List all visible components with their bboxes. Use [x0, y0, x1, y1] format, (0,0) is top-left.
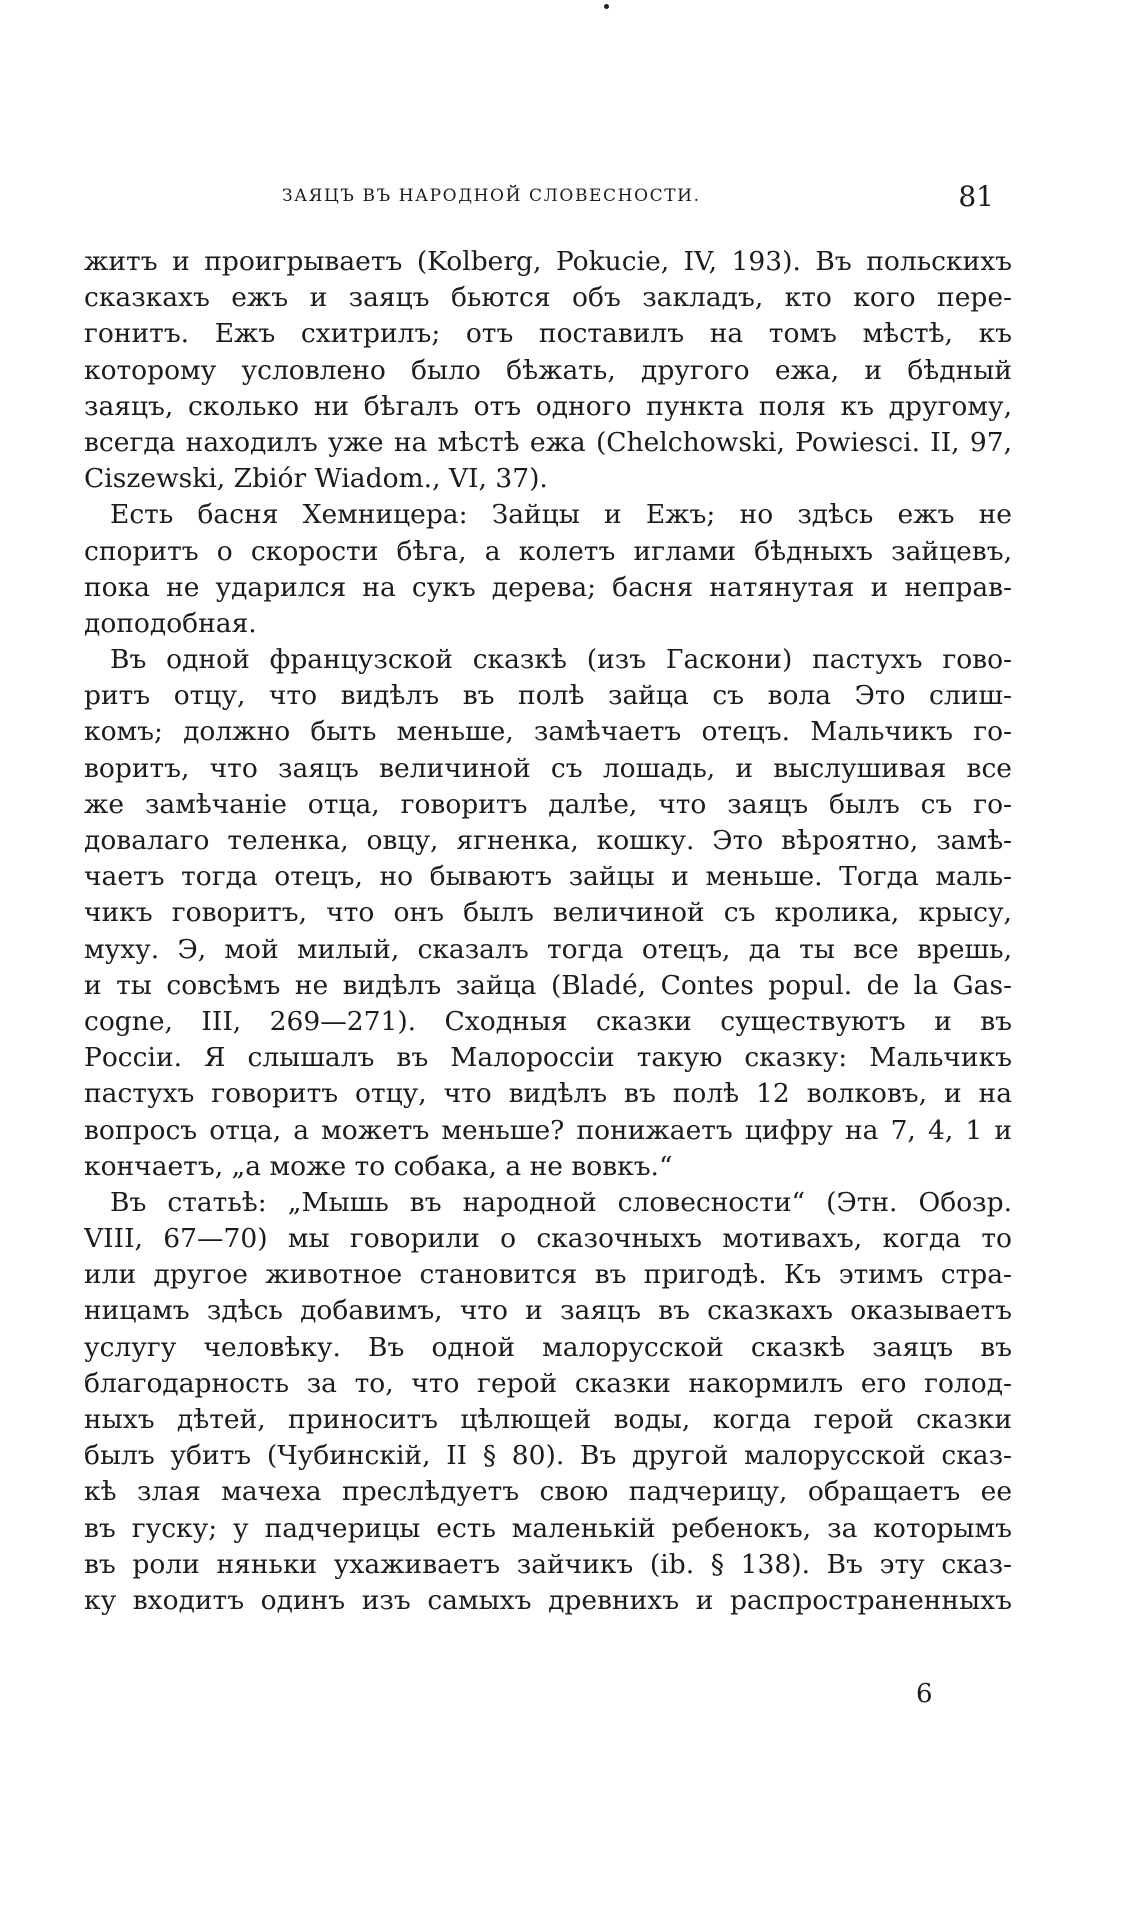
text-line: же замѣчаніе отца, говоритъ далѣе, что заяцъ былъ съ го- — [84, 788, 1012, 820]
text-line: гонитъ. Ежъ схитрилъ; отъ поставилъ на томъ мѣстѣ, къ — [84, 318, 1012, 350]
body-text — [84, 244, 1012, 1619]
text-line: услугу человѣку. Въ одной малорусской сказкѣ заяцъ въ — [84, 1331, 1012, 1363]
text-line: cogne, III, 269—271). Сходныя сказки существуютъ и въ — [84, 1005, 1012, 1037]
text-line: ку входитъ одинъ изъ самыхъ древнихъ и распространенныхъ — [84, 1584, 1012, 1616]
text-line: споритъ о скорости бѣга, а колетъ иглами бѣдныхъ зайцевъ, — [84, 535, 1012, 567]
text-line: ницамъ здѣсь добавимъ, что и заяцъ въ сказкахъ оказываетъ — [84, 1295, 1012, 1327]
text-line: пока не ударился на сукъ дерева; басня натянутая и неправ- — [84, 571, 1012, 603]
text-line: довалаго теленка, овцу, ягненка, кошку. Это вѣроятно, замѣ- — [84, 825, 1012, 856]
text-line: сказкахъ ежъ и заяцъ бьются объ закладъ, кто кого пере- — [84, 282, 1012, 314]
signature-mark: 6 — [916, 1679, 933, 1709]
text-line: ныхъ дѣтей, приноситъ цѣлющей воды, когда герой сказки — [84, 1404, 1012, 1435]
text-line: кончаетъ, „а може то собака, а не вовкъ.“ — [84, 1150, 673, 1182]
text-line: благодарность за то, что герой сказки накормилъ его голод- — [84, 1367, 1012, 1399]
text-line: вопросъ отца, а можетъ меньше? понижаетъ цифру на 7, 4, 1 и — [84, 1114, 1012, 1146]
text-line: муху. Э, мой милый, сказалъ тогда отецъ, да ты все врешь, — [84, 933, 1012, 965]
text-line: Въ статьѣ: „Мышь въ народной словесности“ (Этн. Обозр. — [110, 1186, 1012, 1218]
text-line: Въ одной французской сказкѣ (изъ Гаскони) пастухъ гово- — [110, 644, 1012, 676]
text-line: всегда находилъ уже на мѣстѣ ежа (Chelchowski, Powiesci. II, 97, — [84, 426, 1012, 458]
text-line: доподобная. — [84, 607, 257, 639]
page-number: 81 — [958, 180, 994, 213]
text-line: Россіи. Я слышалъ въ Малороссіи такую сказку: Мальчикъ — [84, 1042, 1012, 1074]
ink-speck — [604, 4, 609, 9]
text-line: былъ убитъ (Чубинскій, II § 80). Въ другой малорусской сказ- — [84, 1440, 1012, 1472]
text-line: пастухъ говоритъ отцу, что видѣлъ въ полѣ 12 волковъ, и на — [84, 1078, 1012, 1110]
text-line: VIII, 67—70) мы говорили о сказочныхъ мотивахъ, когда то — [84, 1223, 1012, 1255]
text-line: которому условлено было бѣжать, другого ежа, и бѣдный — [84, 354, 1012, 386]
text-line: Ciszewski, Zbiór Wiadom., VI, 37). — [84, 463, 548, 495]
text-line: въ роли няньки ухаживаетъ зайчикъ (ib. § 138). Въ эту сказ- — [84, 1548, 1012, 1580]
text-line: заяцъ, сколько ни бѣгалъ отъ одного пункта поля къ другому, — [84, 390, 1012, 422]
paragraph-2 — [84, 497, 1012, 642]
text-line: и ты совсѣмъ не видѣлъ зайца (Bladé, Contes popul. de la Gas- — [84, 969, 1012, 1001]
text-line: кѣ злая мачеха преслѣдуетъ свою падчерицу, обращаетъ ее — [84, 1476, 1012, 1508]
running-title: ЗАЯЦЪ ВЪ НАРОДНОЙ СЛОВЕСНОСТИ. — [282, 186, 701, 206]
text-line: въ гуску; у падчерицы есть маленькій ребенокъ, за которымъ — [84, 1512, 1012, 1544]
text-line: воритъ, что заяцъ величиной съ лошадь, и выслушивая все — [84, 752, 1012, 784]
text-line: ритъ отцу, что видѣлъ въ полѣ зайца съ вола Это слиш- — [84, 680, 1012, 712]
text-line: комъ; должно быть меньше, замѣчаетъ отецъ. Мальчикъ го- — [84, 716, 1012, 748]
text-line: чаетъ тогда отецъ, но бываютъ зайцы и меньше. Тогда маль- — [84, 861, 1012, 893]
running-head — [282, 180, 994, 220]
text-line: Есть басня Хемницера: Зайцы и Ежъ; но здѣсь ежъ не — [110, 499, 1012, 531]
text-line: житъ и проигрываетъ (Kolberg, Pokucie, IV, 193). Въ польскихъ — [84, 246, 1012, 277]
paragraph-3 — [84, 642, 1012, 1185]
text-line: или другое животное становится въ пригодѣ. Къ этимъ стра- — [84, 1259, 1012, 1291]
text-line: чикъ говоритъ, что онъ былъ величиной съ кролика, крысу, — [84, 897, 1012, 929]
paragraph-1 — [84, 244, 1012, 497]
paragraph-4 — [84, 1185, 1012, 1619]
